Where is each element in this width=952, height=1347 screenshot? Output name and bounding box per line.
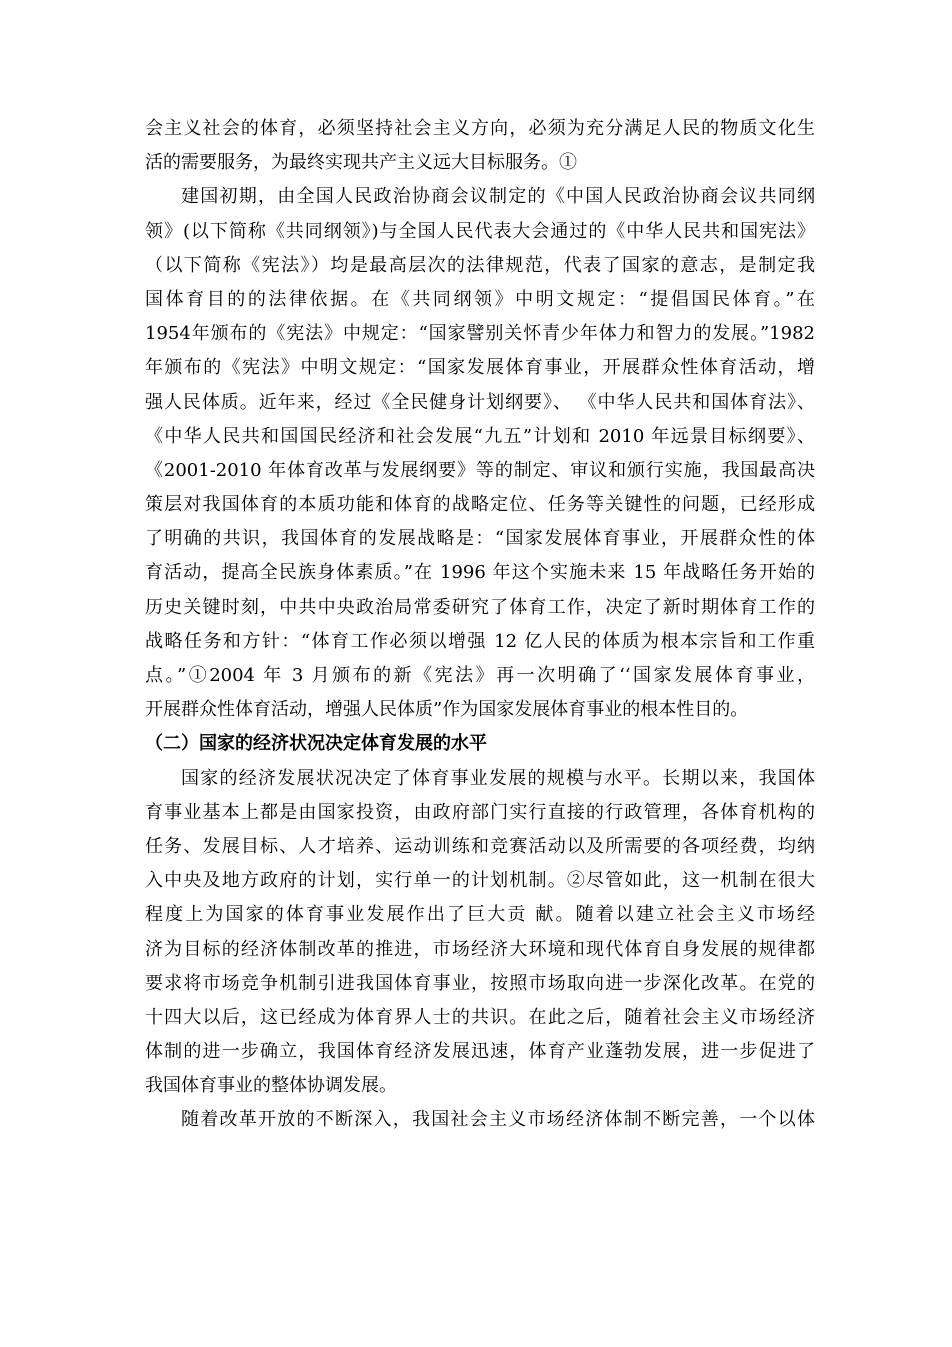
text-line: 了明确的共识，我国体育的发展战略是：“国家发展体育事业，开展群众性的体 (145, 528, 815, 550)
text-line: 领》(以下简称《共同纲领》)与全国人民代表大会通过的《中华人民共和国宪法》 (145, 220, 815, 242)
text-line: 十四大以后，这已经成为体育界人士的共识。在此之后，随着社会主义市场经济 (145, 1006, 815, 1028)
text-line: 历史关键时刻，中共中央政治局常委研究了体育工作，决定了新时期体育工作的 (145, 596, 815, 618)
text-line: 开展群众性体育活动，增强人民体质”作为国家发展体育事业的根本性目的。 (145, 699, 749, 721)
text-line: 年颁布的《宪法》中明文规定：“国家发展体育事业，开展群众性体育活动，增 (145, 357, 815, 379)
text-line: 活的需要服务，为最终实现共产主义远大目标服务。① (145, 152, 577, 174)
paragraph-first-line: 随着改革开放的不断深入，我国社会主义市场经济体制不断完善，一个以体 (181, 1109, 815, 1131)
text-line: 我国体育事业的整体协调发展。 (145, 1075, 397, 1097)
text-line: 强人民体质。近年来，经过《全民健身计划纲要》、 《中华人民共和国体育法》、 (145, 391, 815, 413)
text-line: 济为目标的经济体制改革的推进，市场经济大环境和现代体育自身发展的规律都 (145, 938, 815, 960)
text-line: 任务、发展目标、人才培养、运动训练和竞赛活动以及所需要的各项经费，均纳 (145, 835, 815, 857)
text-line: 会主义社会的体育，必须坚持社会主义方向，必须为充分满足人民的物质文化生 (145, 118, 815, 139)
text-line: 体制的进一步确立，我国体育经济发展迅速，体育产业蓬勃发展，进一步促进了 (145, 1041, 815, 1063)
paragraph-first-line: 建国初期，由全国人民政治协商会议制定的《中国人民政治协商会议共同纲 (181, 186, 815, 208)
text-line: 《2001-2010 年体育改革与发展纲要》等的制定、审议和颁行实施，我国最高决 (145, 459, 815, 481)
text-line: 《中华人民共和国国民经济和社会发展“九五”计划和 2010 年远景目标纲要》、 (145, 425, 815, 447)
text-line: 1954年颁布的《宪法》中规定：“国家譬别关怀青少年体力和智力的发展。”1982 (145, 323, 815, 345)
text-line: 战略任务和方针：“体育工作必须以增强 12 亿人民的体质为根本宗旨和工作重 (145, 630, 815, 652)
body-text (145, 112, 815, 1138)
text-line: 国体育目的的法律依据。在《共同纲领》中明文规定：“提倡国民体育。”在 (145, 288, 815, 310)
text-line: 程度上为国家的体育事业发展作出了巨大贡 献。随着以建立社会主义市场经 (145, 904, 815, 926)
text-line: 入中央及地方政府的计划，实行单一的计划机制。②尽管如此，这一机制在很大 (145, 870, 815, 892)
paragraph-first-line: 国家的经济发展状况决定了体育事业发展的规模与水平。长期以来，我国体 (181, 767, 815, 789)
text-line: 育活动，提高全民族身体素质。”在 1996 年这个实施未来 15 年战略任务开始的 (145, 562, 815, 584)
text-line: 策层对我国体育的本质功能和体育的战略定位、任务等关键性的问题，已经形成 (145, 494, 815, 516)
text-line: 点。”①2004 年 3 月颁布的新《宪法》再一次明确了‘‘国家发展体育事业， (145, 665, 815, 686)
text-line: 要求将市场竞争机制引进我国体育事业，按照市场取向进一步深化改革。在党的 (145, 972, 815, 994)
text-line: 育事业基本上都是由国家投资，由政府部门实行直接的行政管理，各体育机构的 (145, 801, 815, 823)
text-line: （以下简称《宪法》）均是最高层次的法律规范，代表了国家的意志，是制定我 (145, 254, 815, 276)
section-heading: （二）国家的经济状况决定体育发展的水平 (145, 733, 487, 755)
